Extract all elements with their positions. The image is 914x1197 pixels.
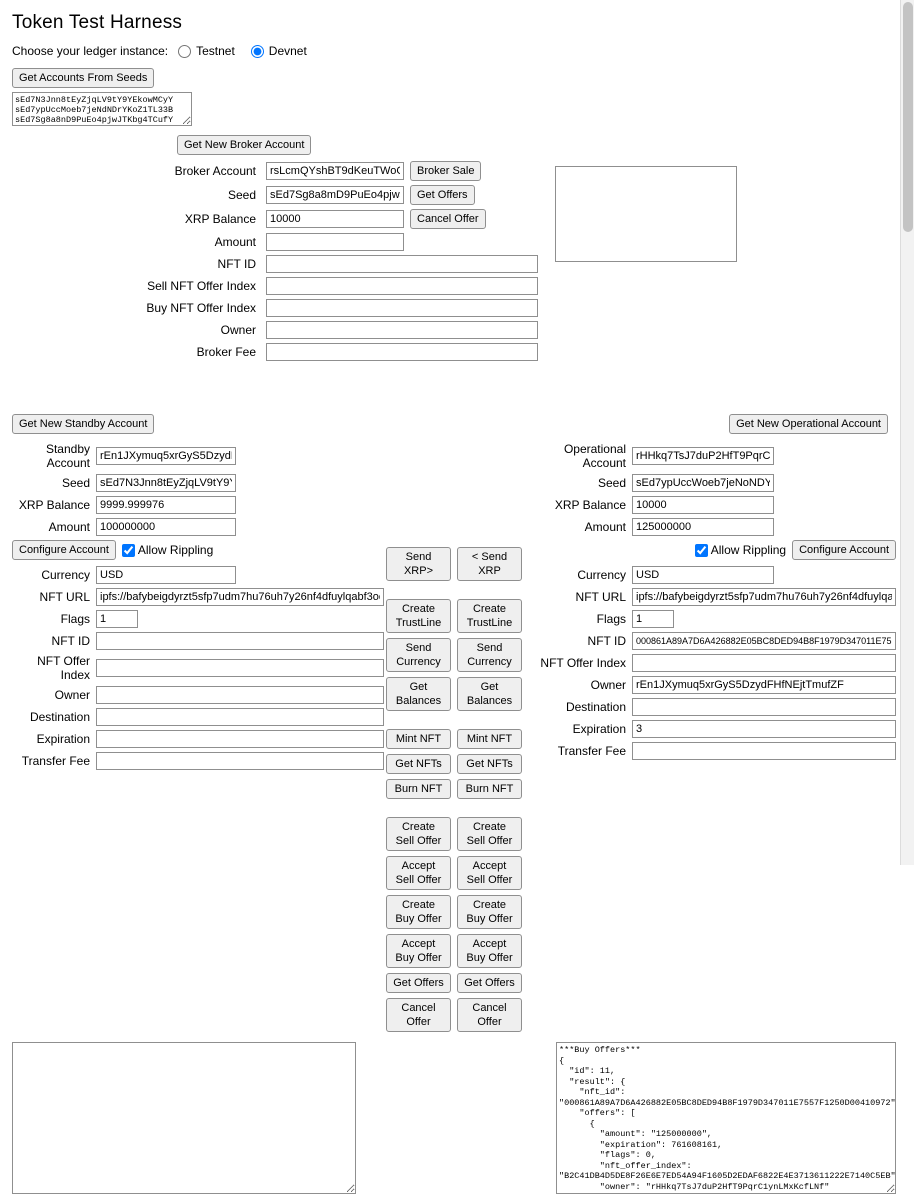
standby-nft-offer-index-label: NFT Offer Index: [37, 654, 90, 682]
broker-fields: [12, 161, 896, 361]
broker-xrp-balance-label: XRP Balance: [184, 212, 256, 226]
broker-nft-id-label: NFT ID: [217, 257, 256, 271]
operational-account-label: Operational Account: [563, 442, 626, 470]
broker-fee-input[interactable]: [266, 343, 538, 361]
operational-seed-row: [524, 474, 896, 492]
operational-get-offers-button[interactable]: Get Offers: [457, 973, 522, 993]
standby-expiration-input[interactable]: [96, 730, 384, 748]
standby-owner-input[interactable]: [96, 686, 384, 704]
ledger-instance-selector: [12, 44, 896, 58]
operational-destination-row: [524, 698, 896, 716]
standby-nft-url-label: NFT URL: [39, 590, 90, 604]
operational-expiration-row: [524, 720, 896, 738]
accounts-header: [12, 414, 896, 436]
operational-nft-url-row: [524, 588, 896, 606]
standby-account-row: [12, 442, 384, 470]
standby-account-input[interactable]: [96, 447, 236, 465]
broker-nft-id-input[interactable]: [266, 255, 538, 273]
standby-xrp-balance-row: [12, 496, 384, 514]
page-scrollbar-thumb[interactable]: [903, 2, 913, 232]
radio-testnet-input[interactable]: [178, 45, 191, 58]
operational-xrp-balance-row: [524, 496, 896, 514]
operational-account-input[interactable]: [632, 447, 774, 465]
operational-nft-url-input[interactable]: [632, 588, 896, 606]
standby-create-buy-offer-button[interactable]: Create Buy Offer: [386, 895, 451, 929]
operational-send-currency-button[interactable]: Send Currency: [457, 638, 522, 672]
broker-sale-button[interactable]: Broker Sale: [410, 161, 481, 181]
standby-nft-id-row: [12, 632, 384, 650]
broker-account-input[interactable]: [266, 162, 404, 180]
broker-owner-input[interactable]: [266, 321, 538, 339]
operational-column: [524, 442, 896, 1032]
standby-seed-input[interactable]: [96, 474, 236, 492]
operational-owner-row: [524, 676, 896, 694]
standby-nft-id-input[interactable]: [96, 632, 384, 650]
broker-get-offers-button[interactable]: Get Offers: [410, 185, 475, 205]
operational-transfer-fee-input[interactable]: [632, 742, 896, 760]
log-spacer: [381, 1042, 531, 1194]
operational-xrp-balance-label: XRP Balance: [554, 498, 626, 512]
operational-nft-offer-index-input[interactable]: [632, 654, 896, 672]
broker-xrp-balance-input[interactable]: [266, 210, 404, 228]
standby-nft-url-input[interactable]: [96, 588, 384, 606]
standby-get-offers-button[interactable]: Get Offers: [386, 973, 451, 993]
standby-seed-row: [12, 474, 384, 492]
standby-destination-row: [12, 708, 384, 726]
standby-send-currency-button[interactable]: Send Currency: [386, 638, 451, 672]
operational-log-textarea[interactable]: [556, 1042, 896, 1194]
standby-transfer-fee-input[interactable]: [96, 752, 384, 770]
operational-amount-label: Amount: [584, 520, 626, 534]
standby-owner-row: [12, 686, 384, 704]
radio-testnet-label: Testnet: [196, 44, 235, 58]
standby-expiration-label: Expiration: [36, 732, 90, 746]
operational-nft-url-label: NFT URL: [575, 590, 626, 604]
operational-xrp-balance-input[interactable]: [632, 496, 774, 514]
standby-burn-nft-button[interactable]: Burn NFT: [386, 779, 451, 799]
standby-amount-row: [12, 518, 384, 536]
standby-xrp-balance-input[interactable]: [96, 496, 236, 514]
standby-column: [12, 442, 384, 1032]
standby-transfer-fee-label: Transfer Fee: [21, 754, 90, 768]
send-xrp-left-button[interactable]: < Send XRP: [457, 547, 522, 581]
operational-burn-nft-button[interactable]: Burn NFT: [457, 779, 522, 799]
operational-accept-sell-offer-button[interactable]: Accept Sell Offer: [457, 856, 522, 890]
standby-currency-label: Currency: [41, 568, 90, 582]
radio-devnet-label: Devnet: [268, 44, 307, 58]
broker-fee-label: Broker Fee: [196, 345, 256, 359]
broker-amount-label: Amount: [214, 235, 256, 249]
broker-account-label: Broker Account: [174, 164, 256, 178]
operational-nft-offer-index-label: NFT Offer Index: [540, 656, 626, 670]
standby-currency-input[interactable]: [96, 566, 236, 584]
operational-destination-label: Destination: [565, 700, 626, 714]
operational-create-trustline-button[interactable]: Create TrustLine: [457, 599, 522, 633]
broker-seed-label: Seed: [227, 188, 256, 202]
standby-actions-stack: [386, 442, 451, 1032]
standby-accept-sell-offer-button[interactable]: Accept Sell Offer: [386, 856, 451, 890]
operational-currency-input[interactable]: [632, 566, 774, 584]
get-accounts-from-seeds-button[interactable]: Get Accounts From Seeds: [12, 68, 154, 88]
operational-flags-label: Flags: [596, 612, 626, 626]
standby-owner-label: Owner: [54, 688, 90, 702]
operational-flags-row: [524, 610, 896, 628]
standby-accept-buy-offer-button[interactable]: Accept Buy Offer: [386, 934, 451, 968]
radio-testnet[interactable]: [178, 44, 235, 58]
broker-buy-offer-index-input[interactable]: [266, 299, 538, 317]
operational-mint-nft-button[interactable]: Mint NFT: [457, 729, 522, 749]
standby-get-balances-button[interactable]: Get Balances: [386, 677, 451, 711]
standby-config-row: [12, 540, 384, 560]
get-new-standby-account-button[interactable]: Get New Standby Account: [12, 414, 154, 434]
standby-expiration-row: [12, 730, 384, 748]
standby-flags-label: Flags: [60, 612, 90, 626]
operational-cancel-offer-button[interactable]: Cancel Offer: [457, 998, 522, 1032]
page-title: Token Test Harness: [12, 12, 183, 33]
standby-allow-rippling-checkbox[interactable]: [122, 544, 135, 557]
operational-currency-label: Currency: [577, 568, 626, 582]
operational-expiration-input[interactable]: [632, 720, 896, 738]
middle-actions: [386, 442, 522, 1032]
operational-nft-id-label: NFT ID: [587, 634, 626, 648]
operational-log-container: [556, 1042, 896, 1194]
log-panels: [12, 1042, 896, 1194]
standby-destination-input[interactable]: [96, 708, 384, 726]
radio-devnet[interactable]: [251, 44, 307, 58]
accounts-columns: [12, 442, 896, 1032]
standby-nft-id-label: NFT ID: [51, 634, 90, 648]
operational-amount-input[interactable]: [632, 518, 774, 536]
operational-create-sell-offer-button[interactable]: Create Sell Offer: [457, 817, 522, 851]
operational-seed-input[interactable]: [632, 474, 774, 492]
standby-log-textarea[interactable]: [12, 1042, 356, 1194]
operational-owner-label: Owner: [590, 678, 626, 692]
operational-transfer-fee-label: Transfer Fee: [557, 744, 626, 758]
standby-allow-rippling-toggle[interactable]: [122, 543, 213, 557]
operational-flags-input[interactable]: [632, 610, 674, 628]
operational-nft-id-row: [524, 632, 896, 650]
standby-amount-label: Amount: [48, 520, 90, 534]
standby-account-label: Standby Account: [45, 442, 90, 470]
standby-get-nfts-button[interactable]: Get NFTs: [386, 754, 451, 774]
operational-allow-rippling-checkbox[interactable]: [695, 544, 708, 557]
broker-cancel-offer-button[interactable]: Cancel Offer: [410, 209, 486, 229]
broker-buy-offer-index-label: Buy NFT Offer Index: [146, 301, 256, 315]
operational-transfer-fee-row: [524, 742, 896, 760]
operational-expiration-label: Expiration: [572, 722, 626, 736]
standby-currency-row: [12, 566, 384, 584]
standby-cancel-offer-button[interactable]: Cancel Offer: [386, 998, 451, 1032]
operational-destination-input[interactable]: [632, 698, 896, 716]
operational-create-buy-offer-button[interactable]: Create Buy Offer: [457, 895, 522, 929]
page-scrollbar[interactable]: [900, 0, 914, 865]
operational-get-balances-button[interactable]: Get Balances: [457, 677, 522, 711]
get-new-operational-account-button[interactable]: Get New Operational Account: [729, 414, 888, 434]
standby-amount-input[interactable]: [96, 518, 236, 536]
get-new-broker-account-button[interactable]: Get New Broker Account: [177, 135, 311, 155]
standby-nft-offer-index-input[interactable]: [96, 659, 384, 677]
operational-get-nfts-button[interactable]: Get NFTs: [457, 754, 522, 774]
operational-account-row: [524, 442, 896, 470]
operational-nft-id-input[interactable]: [632, 632, 896, 650]
operational-config-row: [524, 540, 896, 560]
broker-section: [12, 135, 896, 400]
standby-create-sell-offer-button[interactable]: Create Sell Offer: [386, 817, 451, 851]
broker-amount-input[interactable]: [266, 233, 404, 251]
operational-nft-offer-index-row: [524, 654, 896, 672]
operational-owner-input[interactable]: [632, 676, 896, 694]
radio-devnet-input[interactable]: [251, 45, 264, 58]
seeds-textarea[interactable]: [12, 92, 192, 126]
standby-configure-account-button[interactable]: Configure Account: [12, 540, 116, 560]
broker-sell-offer-index-input[interactable]: [266, 277, 538, 295]
standby-flags-input[interactable]: [96, 610, 138, 628]
standby-transfer-fee-row: [12, 752, 384, 770]
standby-seed-label: Seed: [61, 476, 90, 490]
standby-xrp-balance-label: XRP Balance: [18, 498, 90, 512]
operational-allow-rippling-label: Allow Rippling: [710, 543, 787, 557]
standby-flags-row: [12, 610, 384, 628]
broker-owner-label: Owner: [220, 323, 256, 337]
standby-allow-rippling-label: Allow Rippling: [137, 543, 214, 557]
operational-amount-row: [524, 518, 896, 536]
ledger-instance-label: Choose your ledger instance:: [12, 44, 169, 58]
operational-currency-row: [524, 566, 896, 584]
operational-seed-label: Seed: [597, 476, 626, 490]
standby-nft-offer-index-row: [12, 654, 384, 682]
operational-allow-rippling-toggle[interactable]: [695, 543, 786, 557]
standby-nft-url-row: [12, 588, 384, 606]
standby-create-trustline-button[interactable]: Create TrustLine: [386, 599, 451, 633]
operational-accept-buy-offer-button[interactable]: Accept Buy Offer: [457, 934, 522, 968]
standby-destination-label: Destination: [29, 710, 90, 724]
standby-log-container: [12, 1042, 356, 1194]
broker-sell-offer-index-label: Sell NFT Offer Index: [147, 279, 256, 293]
broker-seed-input[interactable]: [266, 186, 404, 204]
operational-actions-stack: [457, 442, 522, 1032]
broker-output-box: [555, 166, 737, 262]
operational-configure-account-button[interactable]: Configure Account: [792, 540, 896, 560]
send-xrp-right-button[interactable]: Send XRP>: [386, 547, 451, 581]
standby-mint-nft-button[interactable]: Mint NFT: [386, 729, 451, 749]
